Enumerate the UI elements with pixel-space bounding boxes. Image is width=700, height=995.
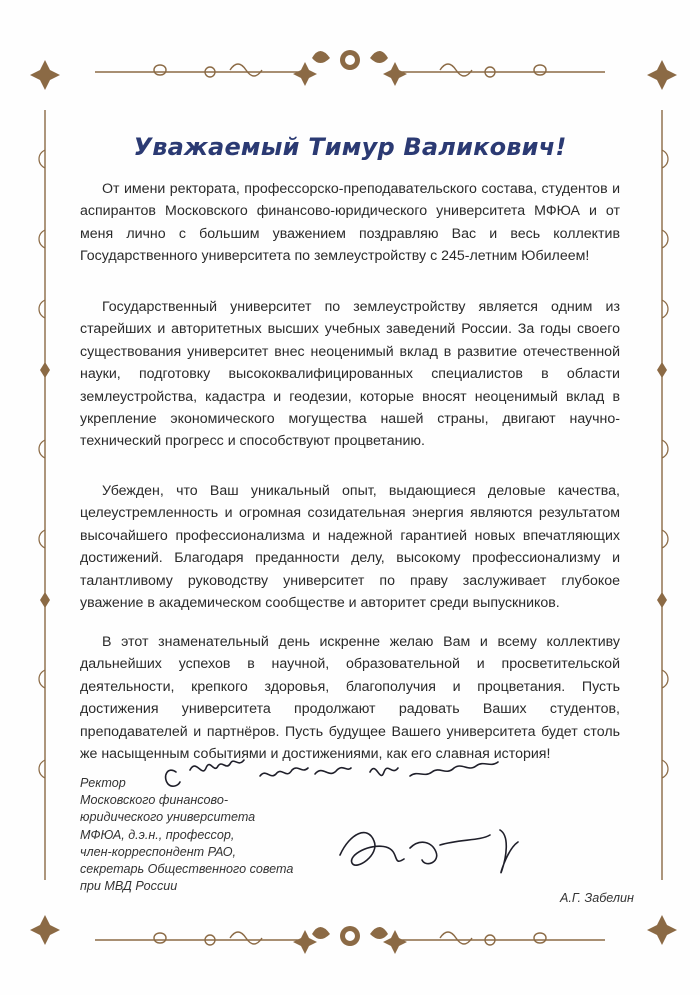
rector-line: МФЮА, д.э.н., профессор, — [80, 827, 235, 842]
paragraph-university-history: Государственный университет по землеустройству является одним из старейших и авторитетных высших учебных заведений России. За годы своего существования университет внес неоценимый вклад в развитие отечественной науки, подготовку высококвалифицированных специалистов в области землеустройства, кадастра и геодезии, которые вносят неоценимый вклад в укрепление экономического могущества нашей страны, двигают научно-технический прогресс и способствуют процветанию. — [80, 299, 620, 450]
rector-line: Ректор — [80, 776, 126, 790]
rector-line: член-корреспондент РАО, — [80, 844, 237, 859]
rector-line: Московского финансово- — [80, 793, 229, 808]
signer-name: А.Г. Забелин — [560, 891, 634, 905]
rector-line: при МВД России — [80, 879, 178, 894]
paragraph-congratulation: От имени ректората, профессорско-преподавательского состава, студентов и аспирантов Московского финансово-юридического университета МФЮА и от меня лично с большим уважением поздравляю Вас и весь коллектив Государственного университета по землеустройству с 245-летним Юбилеем! — [80, 181, 620, 265]
paragraph-recognition: Убежден, что Ваш уникальный опыт, выдающиеся деловые качества, целеустремленность и огромная созидательная энергия являются результатом высочайшего профессионализма и надежной гарантией новых впечатляющих достижений. Благодаря преданности делу, высокому профессионализму и талантливому руководству университет по праву заслуживает глубокое уважение в академическом сообществе и авторитет среди выпускников. — [80, 483, 620, 612]
letter-salutation: Уважаемый Тимур Валикович! — [133, 133, 567, 161]
rector-title-block — [80, 775, 380, 895]
rector-line: секретарь Общественного совета — [80, 862, 294, 877]
paragraph-wishes: В этот знаменательный день искренне желаю Вам и всему коллективу дальнейших успехов в научной, образовательной и просветительской деятельности, крепкого здоровья, благополучия и процветания. Пусть достижения университета продолжают радовать Ваших студентов, преподавателей и партнёров. Пусть будущее Вашего университета будет столь же насыщенным событиями и достижениями, как его славная история! — [80, 634, 620, 763]
rector-line: юридического университета — [80, 810, 256, 825]
